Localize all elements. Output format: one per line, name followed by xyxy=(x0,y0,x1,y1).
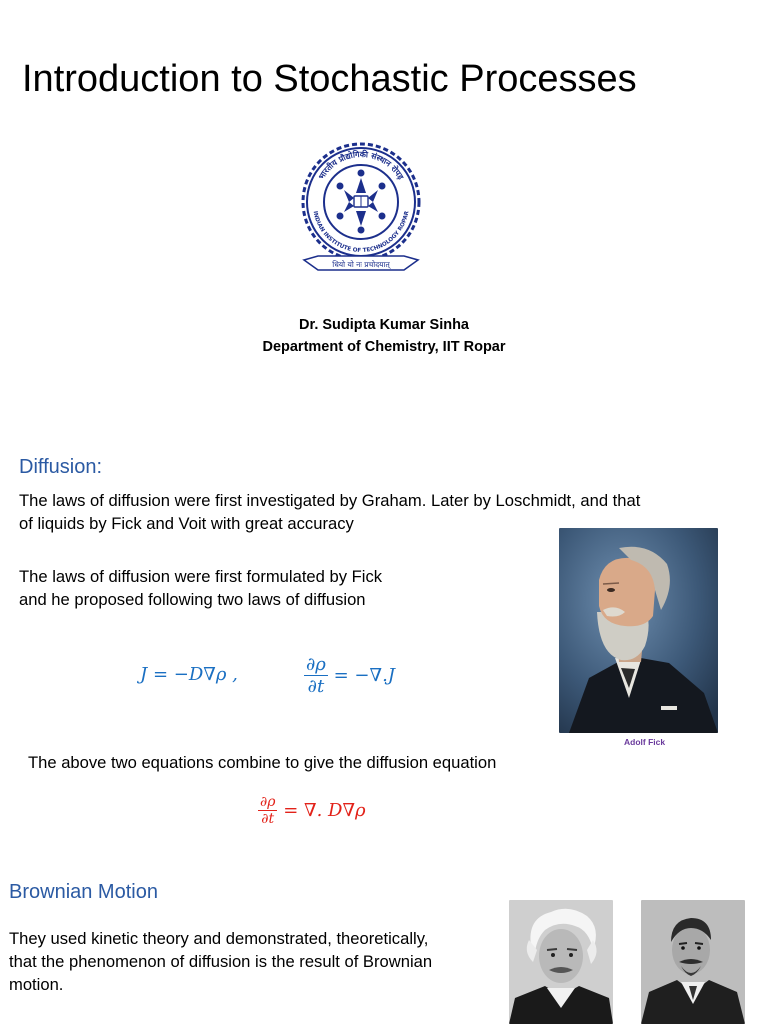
logo-emblem xyxy=(296,138,426,280)
logo-arc-bottom: INDIAN INSTITUTE OF TECHNOLOGY ROPAR xyxy=(311,210,411,255)
diffusion-para1-line2: of liquids by Fick and Voit with great accuracy xyxy=(19,514,354,533)
adolf-fick-caption: Adolf Fick xyxy=(624,737,666,747)
brownian-heading: Brownian Motion xyxy=(9,881,158,903)
iit-ropar-logo xyxy=(296,138,426,280)
einstein-portrait xyxy=(509,900,613,1024)
adolf-fick-portrait xyxy=(559,528,718,733)
brownian-line1: They used kinetic theory and demonstrated, theoretically, xyxy=(9,929,429,948)
diffusion-equation-rhs: = ∇. D∇ρ xyxy=(283,800,366,821)
diffusion-para2-line2: and he proposed following two laws of diffusion xyxy=(19,590,366,609)
fick-second-law-fraction xyxy=(304,654,328,697)
author-name: Dr. Sudipta Kumar Sinha xyxy=(299,317,469,333)
author-block xyxy=(0,314,768,358)
diffusion-equation xyxy=(258,794,366,827)
brownian-paragraph xyxy=(9,927,509,996)
author-department: Department of Chemistry, IIT Ropar xyxy=(262,339,506,355)
page-title: Introduction to Stochastic Processes xyxy=(22,58,637,100)
logo-arc-top: भारतीय प्रौद्योगिकी संस्थान रोपड़ xyxy=(316,149,406,182)
smoluchowski-portrait xyxy=(641,900,745,1024)
einstein-portrait-image xyxy=(509,900,613,1024)
diffusion-para1-line1: The laws of diffusion were first investigated by Graham. Later by Loschmidt, and that xyxy=(19,491,641,510)
diffusion-equation-numerator: ∂ρ xyxy=(260,794,276,810)
smoluchowski-portrait-image xyxy=(641,900,745,1024)
adolf-fick-portrait-image xyxy=(559,528,718,733)
fick-second-law-rhs: = −∇.J xyxy=(333,665,396,686)
diffusion-equation-denominator: ∂t xyxy=(261,811,275,827)
brownian-line3: motion. xyxy=(9,975,64,994)
brownian-line2: that the phenomenon of diffusion is the result of Brownian xyxy=(9,952,433,971)
diffusion-para2-line1: The laws of diffusion were first formulated by Fick xyxy=(19,567,383,586)
fick-second-law-denominator: ∂t xyxy=(307,676,325,697)
diffusion-equation-fraction xyxy=(258,794,277,827)
logo-banner-text: धियो यो नः प्रचोदयात् xyxy=(332,260,390,269)
diffusion-heading: Diffusion: xyxy=(19,456,103,478)
fick-first-law: J = −D∇ρ , xyxy=(140,664,238,685)
combine-text: The above two equations combine to give the diffusion equation xyxy=(28,753,497,772)
fick-second-law xyxy=(304,654,395,697)
fick-second-law-numerator: ∂ρ xyxy=(306,654,326,675)
diffusion-paragraph-2 xyxy=(19,565,539,611)
